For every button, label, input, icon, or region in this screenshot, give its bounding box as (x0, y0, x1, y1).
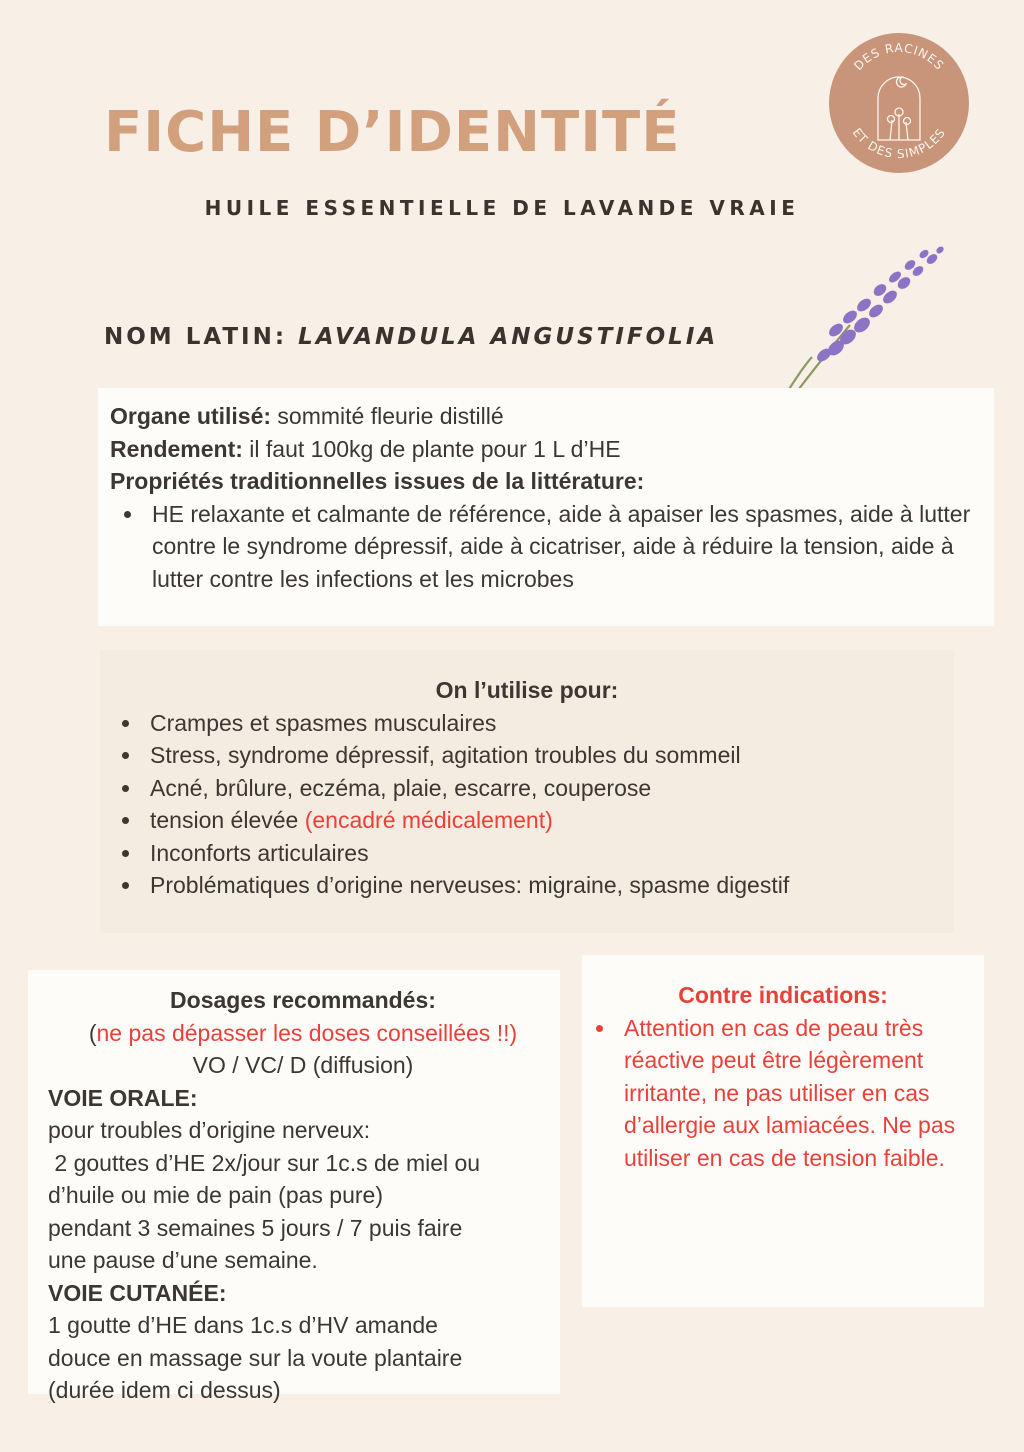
page-title: FICHE D’IDENTITÉ (104, 100, 681, 165)
list-item: Attention en cas de peau très réactive peut être légèrement irritante, ne pas utiliser en cas d’allergie aux lamiacées. Ne pas utiliser en cas de tension faible. (624, 1012, 972, 1175)
page-subtitle: HUILE ESSENTIELLE DE LAVANDE VRAIE (204, 196, 800, 220)
list-item: Stress, syndrome dépressif, agitation troubles du sommeil (150, 739, 954, 772)
identity-panel (98, 388, 994, 626)
organ-value: sommité fleurie distillé (271, 403, 504, 429)
yield-value: il faut 100kg de plante pour 1 L d’HE (242, 435, 621, 462)
uses-panel (100, 650, 954, 933)
cutaneous-line: (durée idem ci dessus) (48, 1377, 281, 1403)
svg-text:ET DES SIMPLES: ET DES SIMPLES (849, 125, 949, 162)
list-item (150, 804, 954, 837)
oral-label: VOIE ORALE: (48, 1084, 198, 1111)
warning-paren: ( (88, 1019, 97, 1046)
latin-name-value: LAVANDULA ANGUSTIFOLIA (298, 324, 719, 350)
dosage-heading: Dosages recommandés: (170, 987, 436, 1013)
dosage-routes: VO / VC/ D (diffusion) (192, 1052, 414, 1078)
contraindications-panel (582, 955, 984, 1307)
cutaneous-line: douce en massage sur la voute plantaire (48, 1344, 463, 1371)
list-item: Crampes et spasmes musculaires (150, 707, 954, 740)
oral-line: une pause d’une semaine. (48, 1247, 318, 1273)
list-item: HE relaxante et calmante de référence, aide à apaiser les spasmes, aide à lutter contre le syndrome dépressif, aide à cicatriser, aide à réduire la tension, aide à lutter contre les infections et les microbes (152, 498, 980, 596)
organ-label: Organe utilisé: (110, 403, 272, 429)
oral-line: d’huile ou mie de pain (pas pure) (48, 1182, 383, 1208)
oral-line: pendant 3 semaines 5 jours / 7 puis faire (48, 1214, 463, 1241)
properties-label: Propriétés traditionnelles issues de la littérature: (110, 468, 645, 494)
list-item: Inconforts articulaires (150, 837, 954, 870)
brand-logo (828, 32, 970, 174)
dosage-warning: ne pas dépasser les doses conseillées !!) (96, 1019, 518, 1046)
yield-label: Rendement: (110, 435, 243, 462)
latin-name-label: NOM LATIN: (104, 324, 299, 350)
list-item-text: tension élevée (150, 807, 305, 833)
oral-line: 2 gouttes d’HE 2x/jour sur 1c.s de miel ou (48, 1149, 481, 1176)
list-item: Problématiques d’origine nerveuses: migraine, spasme digestif (150, 869, 954, 902)
contra-heading: Contre indications: (678, 982, 888, 1008)
cutaneous-line: 1 goutte d’HE dans 1c.s d’HV amande (48, 1312, 438, 1338)
dosage-panel (28, 970, 560, 1403)
uses-heading: On l’utilise pour: (435, 677, 619, 703)
medical-note: (encadré médicalement) (304, 807, 553, 833)
svg-text:DES RACINES: DES RACINES (851, 40, 947, 74)
oral-line: pour troubles d’origine nerveux: (48, 1117, 371, 1143)
cutaneous-label: VOIE CUTANÉE: (48, 1279, 227, 1306)
latin-name (104, 324, 718, 350)
list-item: Acné, brûlure, eczéma, plaie, escarre, couperose (150, 772, 954, 805)
